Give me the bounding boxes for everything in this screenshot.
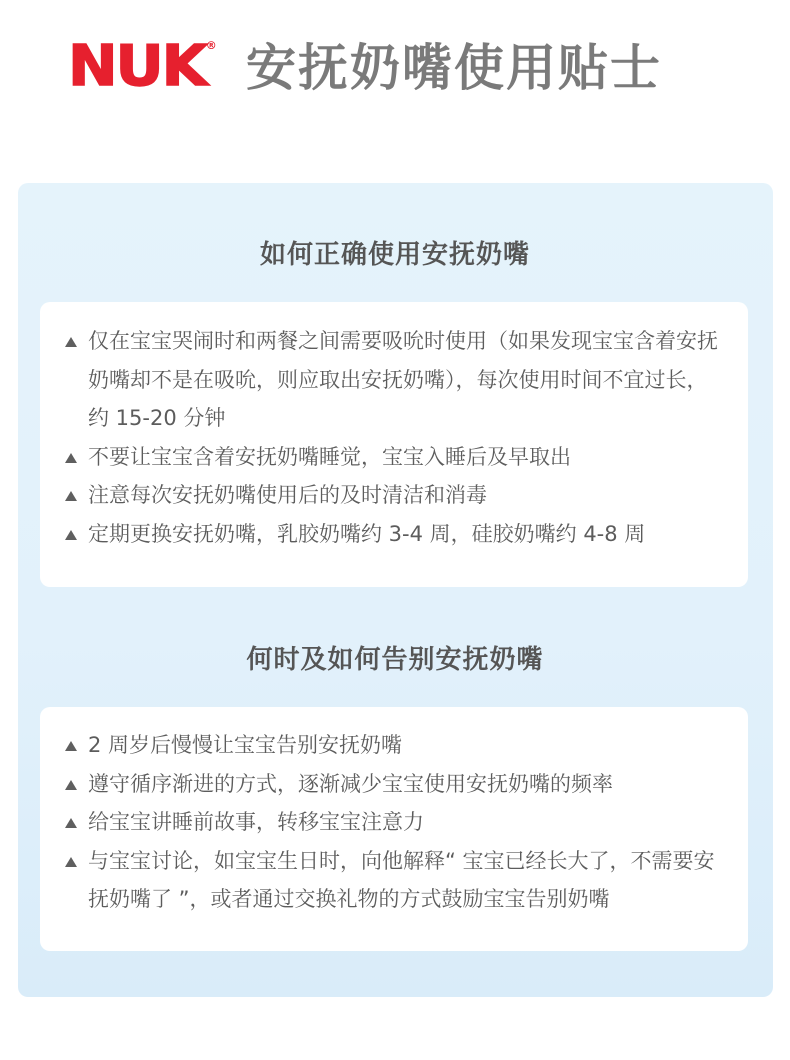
triangle-bullet-icon	[65, 530, 77, 540]
page-title: 安抚奶嘴使用贴士	[246, 39, 662, 97]
weaning-tips-card	[40, 707, 748, 951]
nuk-logo	[68, 36, 217, 100]
triangle-bullet-icon	[65, 741, 77, 751]
list-item	[40, 438, 748, 477]
list-item-text: 2 周岁后慢慢让宝宝告别安抚奶嘴	[88, 733, 403, 757]
list-item	[40, 726, 748, 765]
list-item-text: 仅在宝宝哭闹时和两餐之间需要吸吮时使用（如果发现宝宝含着安抚奶嘴却不是在吸吮，则应取出安抚奶嘴），每次使用时间不宜过长，约 15-20 分钟	[88, 329, 718, 430]
usage-tips-list	[40, 302, 748, 553]
triangle-bullet-icon	[65, 857, 77, 867]
brand-name: NUK	[68, 34, 206, 99]
list-item-text: 给宝宝讲睡前故事，转移宝宝注意力	[88, 810, 424, 834]
list-item-text: 不要让宝宝含着安抚奶嘴睡觉，宝宝入睡后及早取出	[88, 444, 571, 469]
weaning-tips-list	[40, 707, 748, 919]
header	[0, 0, 790, 140]
registered-mark: ®	[205, 39, 217, 52]
triangle-bullet-icon	[65, 337, 77, 347]
list-item	[40, 476, 748, 515]
list-item	[40, 515, 748, 554]
list-item-text: 与宝宝讨论，如宝宝生日时，向他解释“ 宝宝已经长大了，不需要安抚奶嘴了 ”，或者通过交换礼物的方式鼓励宝宝告别奶嘴	[88, 848, 715, 911]
triangle-bullet-icon	[65, 491, 77, 501]
list-item	[40, 803, 748, 842]
list-item	[40, 842, 748, 919]
list-item	[40, 322, 748, 438]
list-item-text: 定期更换安抚奶嘴，乳胶奶嘴约 3-4 周，硅胶奶嘴约 4-8 周	[88, 521, 646, 546]
usage-tips-card	[40, 302, 748, 587]
triangle-bullet-icon	[65, 453, 77, 463]
section-title-usage: 如何正确使用安抚奶嘴	[259, 240, 530, 270]
list-item-text: 遵守循序渐进的方式，逐渐减少宝宝使用安抚奶嘴的频率	[88, 771, 613, 796]
list-item-text: 注意每次安抚奶嘴使用后的及时清洁和消毒	[88, 483, 487, 507]
list-item	[40, 765, 748, 804]
triangle-bullet-icon	[65, 780, 77, 790]
triangle-bullet-icon	[65, 818, 77, 828]
section-title-weaning: 何时及如何告别安抚奶嘴	[246, 645, 544, 675]
